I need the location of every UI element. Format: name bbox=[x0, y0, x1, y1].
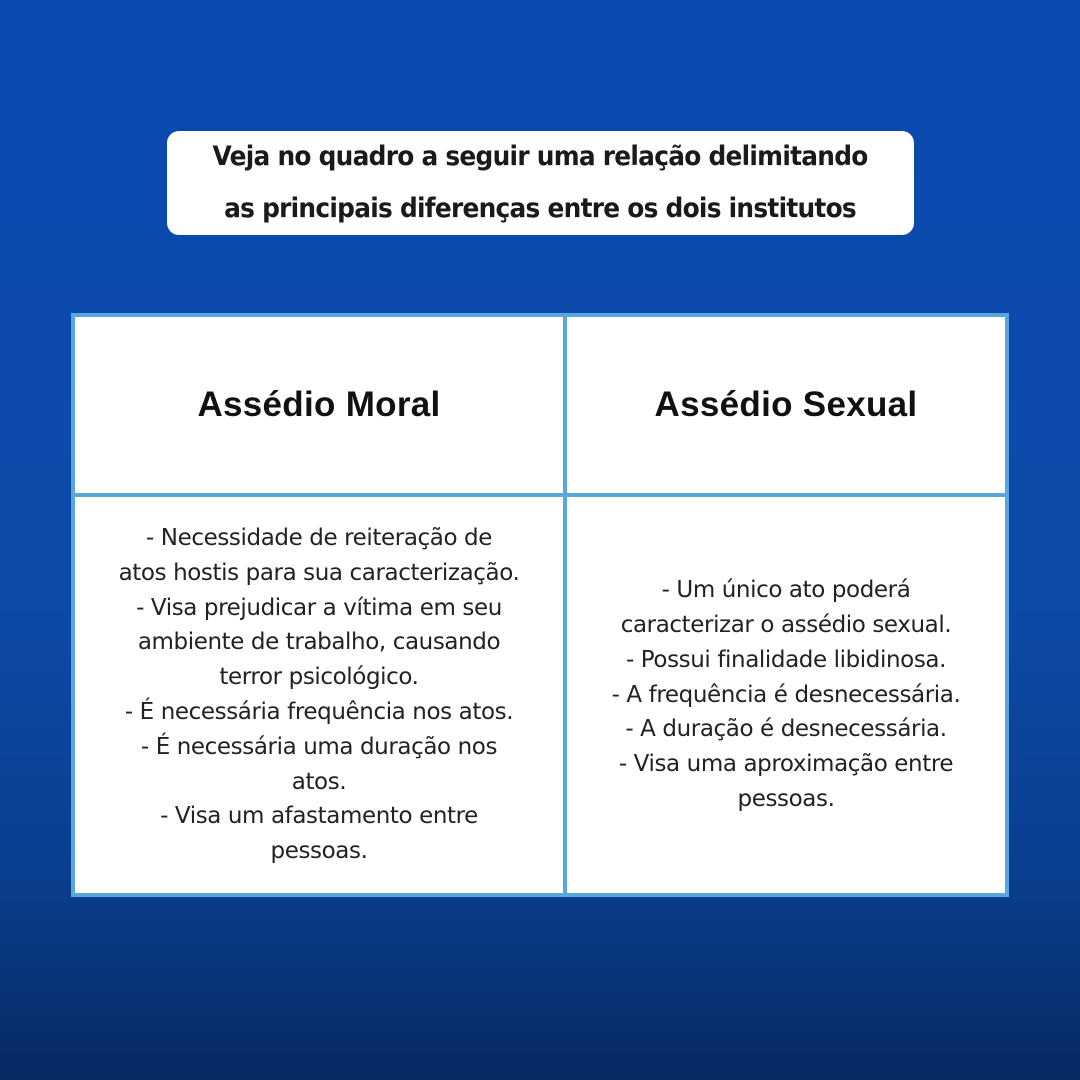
comparison-table bbox=[71, 313, 1009, 897]
moral-line: - É necessária uma duração nos bbox=[140, 733, 498, 760]
sexual-line: caracterizar o assédio sexual. bbox=[620, 612, 952, 638]
table-body-cell-moral bbox=[75, 497, 563, 893]
moral-description bbox=[119, 521, 520, 869]
moral-line: terror psicológico. bbox=[219, 664, 419, 691]
sexual-line: - A frequência é desnecessária. bbox=[611, 681, 961, 708]
moral-line: - Necessidade de reiteração de bbox=[145, 525, 493, 552]
sexual-line: - A duração é desnecessária. bbox=[625, 716, 947, 743]
table-body-cell-sexual bbox=[567, 497, 1005, 893]
moral-line: - Visa um afastamento entre bbox=[160, 803, 478, 830]
column-header-sexual: Assédio Sexual bbox=[654, 385, 918, 424]
moral-line: - Visa prejudicar a vítima em seu bbox=[136, 594, 502, 621]
sexual-description bbox=[612, 573, 961, 817]
moral-line: pessoas. bbox=[270, 838, 368, 865]
sexual-line: - Possui finalidade libidinosa. bbox=[625, 646, 947, 673]
sexual-line: - Visa uma aproximação entre bbox=[618, 751, 954, 778]
sexual-line: pessoas. bbox=[737, 785, 835, 812]
column-header-moral: Assédio Moral bbox=[197, 385, 441, 424]
sexual-line: - Um único ato poderá bbox=[661, 577, 911, 604]
table-header-cell-moral bbox=[75, 317, 563, 493]
moral-line: ambiente de trabalho, causando bbox=[137, 629, 501, 656]
table-header-cell-sexual bbox=[567, 317, 1005, 493]
moral-line: atos. bbox=[291, 768, 347, 795]
intro-box bbox=[167, 131, 914, 235]
intro-line: as principais diferenças entre os dois institutos bbox=[224, 193, 857, 224]
intro-line: Veja no quadro a seguir uma relação delimitando bbox=[212, 141, 869, 172]
intro-text bbox=[213, 131, 868, 235]
moral-line: - É necessária frequência nos atos. bbox=[124, 699, 514, 725]
moral-line: atos hostis para sua caracterização. bbox=[118, 559, 520, 586]
